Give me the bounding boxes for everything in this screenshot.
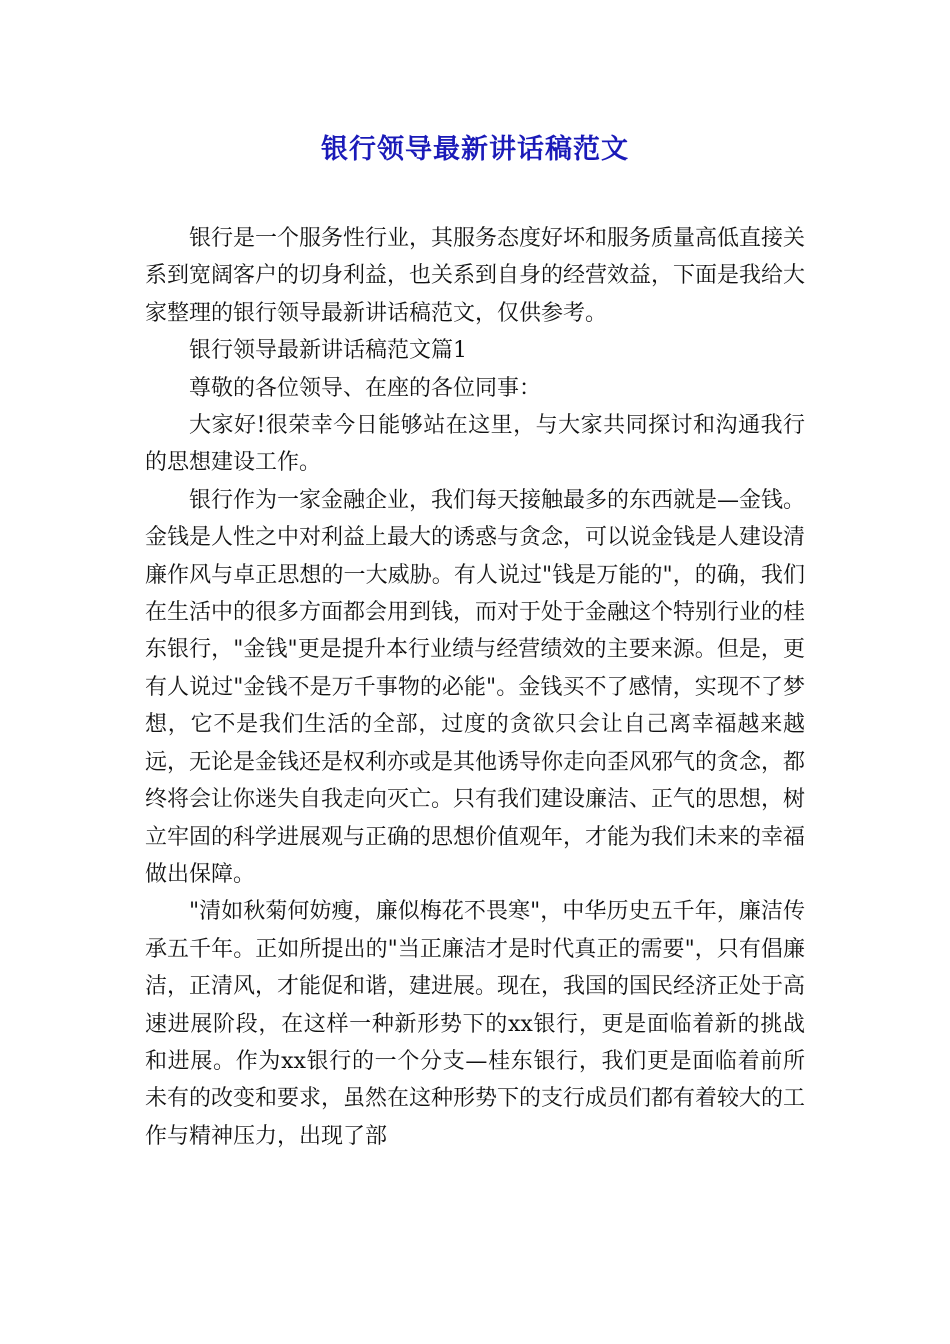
paragraph-money: 银行作为一家金融企业，我们每天接触最多的东西就是—金钱。金钱是人性之中对利益上最大的诱惑与贪念，可以说金钱是人建设清廉作风与卓正思想的一大威胁。有人说过"钱是万能的"，的确，我们在生活中的很多方面都会用到钱，而对于处于金融这个特别行业的桂东银行，"金钱"更是提升本行业绩与经营绩效的主要来源。但是，更有人说过"金钱不是万千事物的必能"。金钱买不了感情，实现不了梦想，它不是我们生活的全部，过度的贪欲只会让自己离幸福越来越远，无论是金钱还是权利亦或是其他诱导你走向歪风邪气的贪念，都终将会让你迷失自我走向灭亡。只有我们建设廉洁、正气的思想，树立牢固的科学进展观与正确的思想价值观年，才能为我们未来的幸福做出保障。: [145, 487, 806, 887]
document-title: 银行领导最新讲话稿范文: [321, 134, 629, 165]
paragraph-greeting: 大家好!很荣幸今日能够站在这里，与大家共同探讨和沟通我行的思想建设工作。: [145, 413, 805, 476]
document-body: [145, 220, 805, 1155]
paragraph-salutation: 尊敬的各位领导、在座的各位同事：: [189, 375, 542, 401]
section-heading: 银行领导最新讲话稿范文篇1: [189, 338, 467, 364]
paragraph-integrity: "清如秋菊何妨瘦，廉似梅花不畏寒"，中华历史五千年，廉洁传承五千年。正如所提出的"当正廉洁才是时代真正的需要"，只有倡廉洁，正清风，才能促和谐，建进展。现在，我国的国民经济正处于高速进展阶段，在这样一种新形势下的xx银行，更是面临着新的挑战和进展。作为xx银行的一个分支—桂东银行，我们更是面临着前所未有的改变和要求，虽然在这种形势下的支行成员们都有着较大的工作与精神压力，出现了部: [145, 899, 806, 1149]
paragraph-intro: 银行是一个服务性行业，其服务态度好坏和服务质量高低直接关系到宽阔客户的切身利益，也关系到自身的经营效益，下面是我给大家整理的银行领导最新讲话稿范文，仅供参考。: [145, 226, 806, 326]
